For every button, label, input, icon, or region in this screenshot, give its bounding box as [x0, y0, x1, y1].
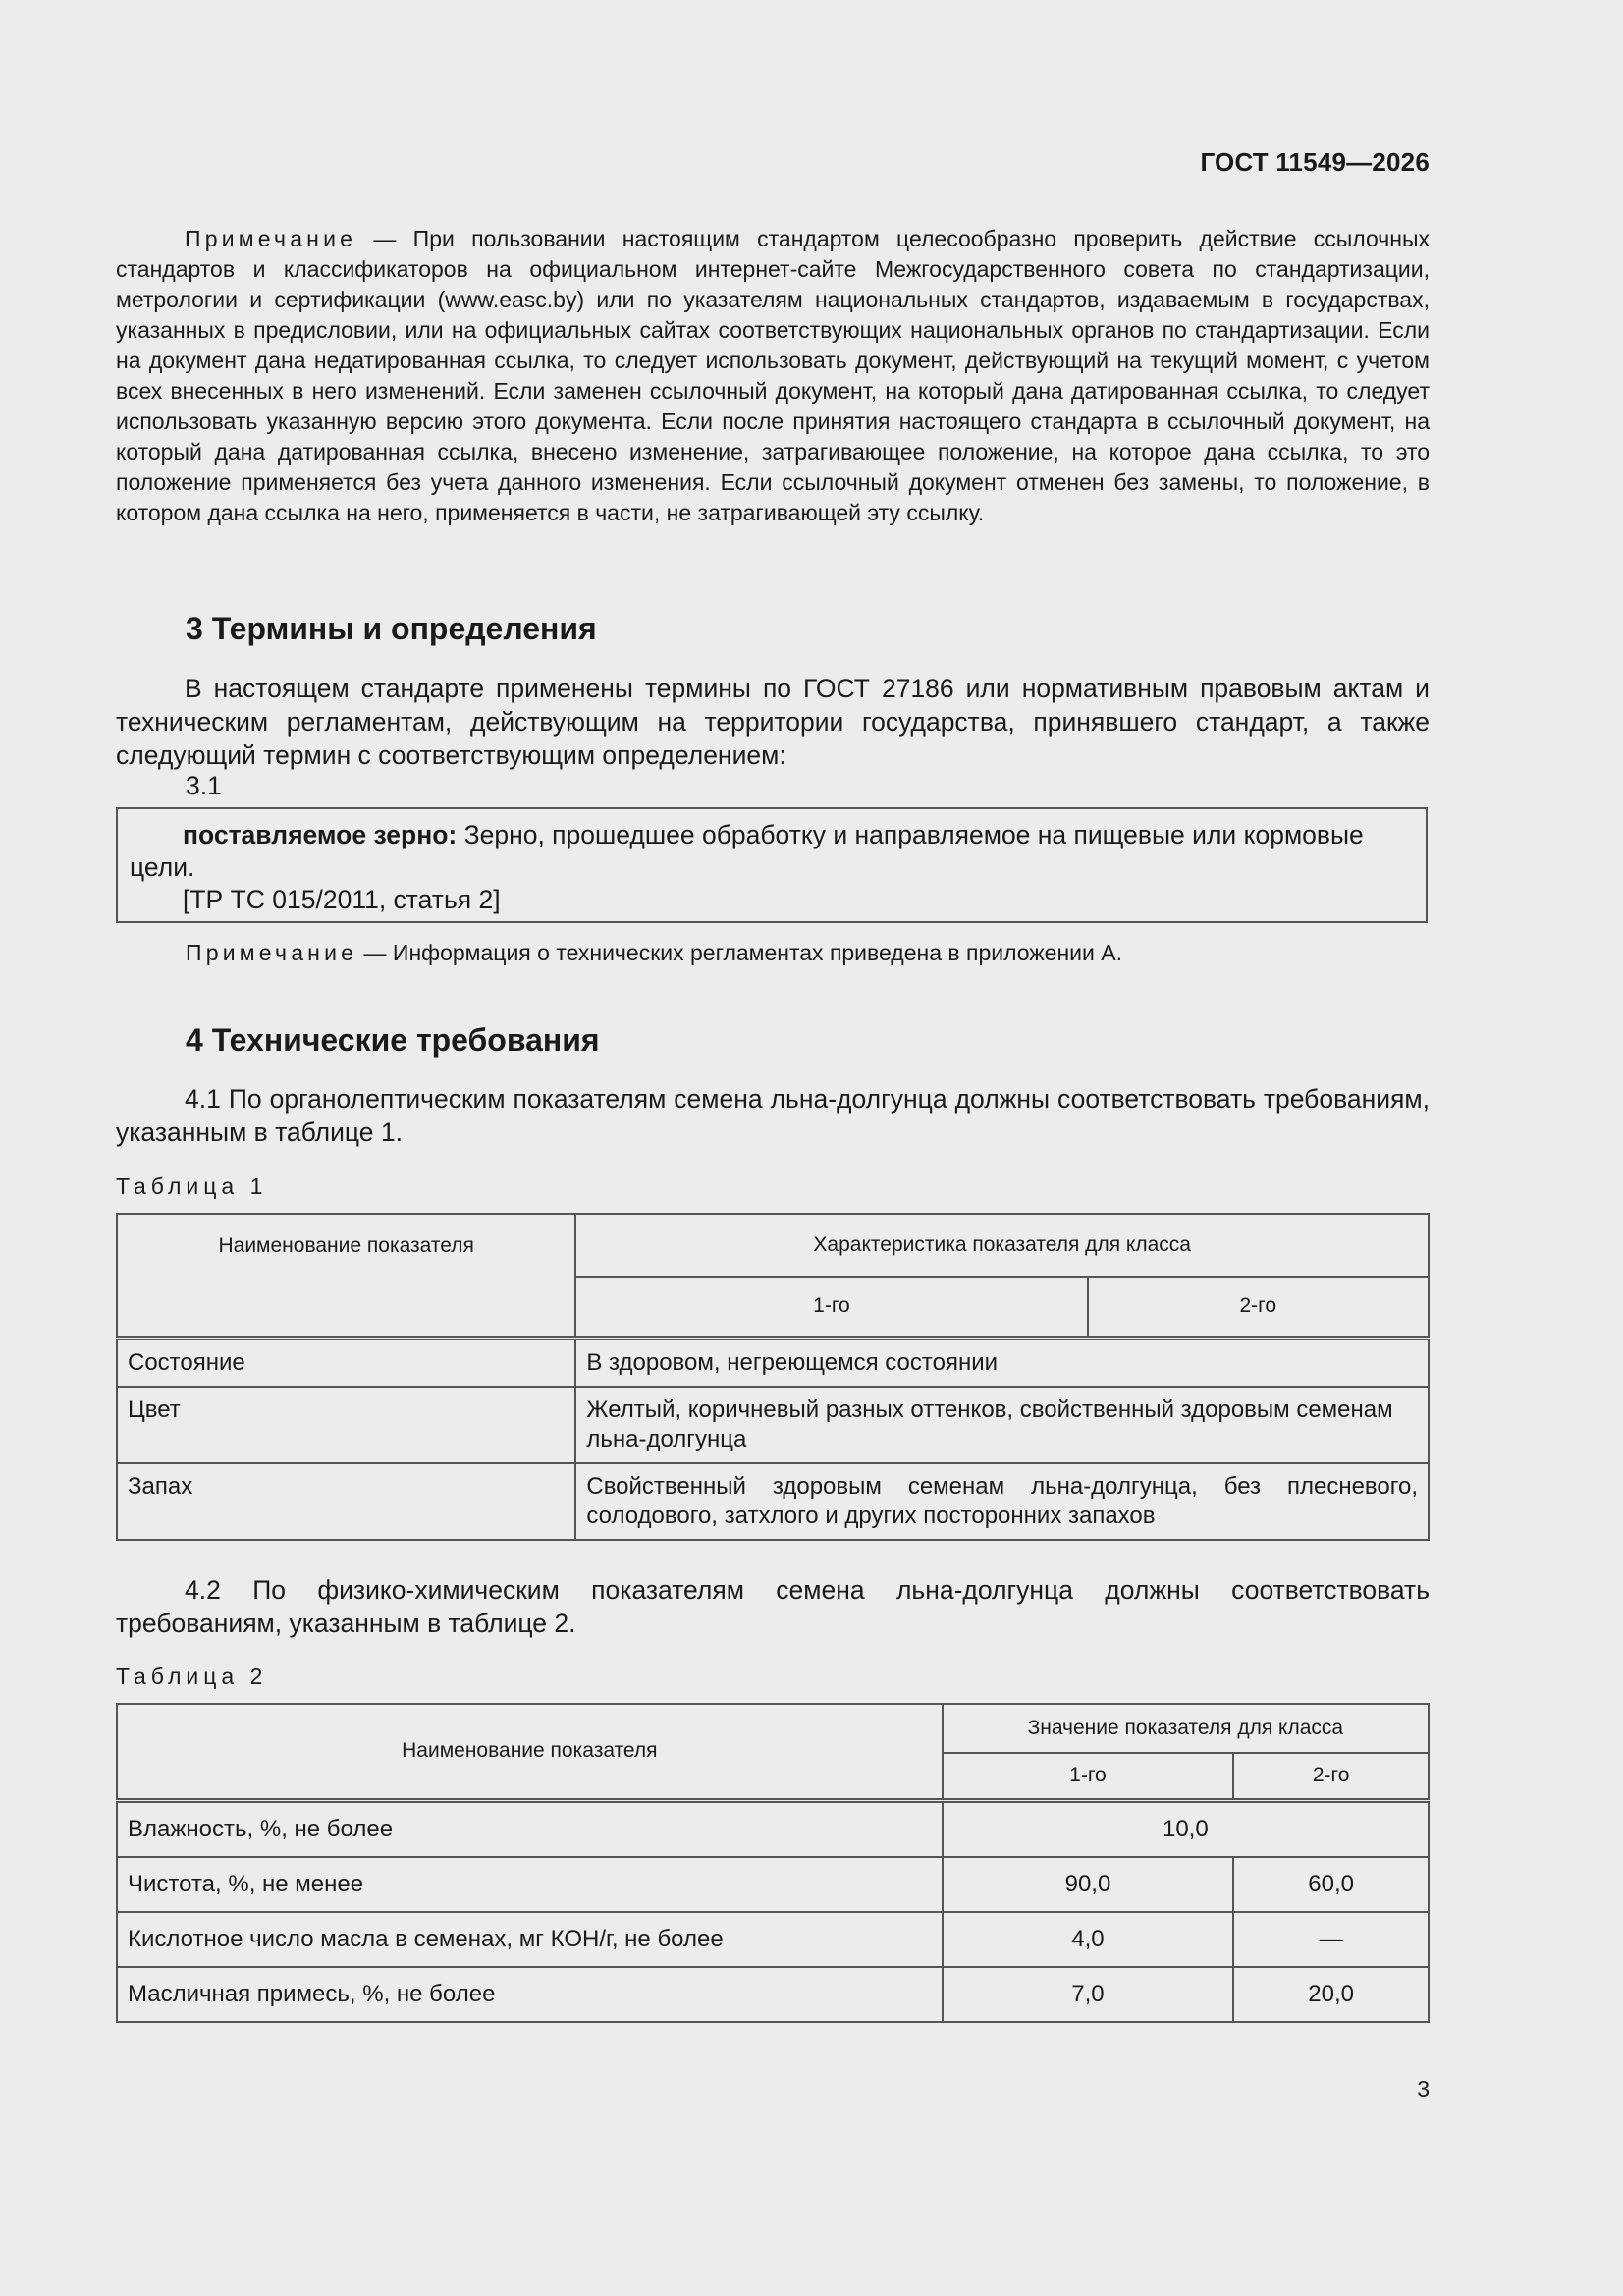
term-source: [ТР ТС 015/2011, статья 2]: [183, 885, 501, 914]
note-text: — При пользовании настоящим стандартом целесообразно проверить действие ссылочных стандартов и классификаторов на официальном интернет-сайте Межгосударственного совета по стандартизации, метрологии и сертификации (www.easc.by) или по указателям национальных стандартов, издаваемым в государствах, указанных в предисловии, или на официальных сайтах соответствующих национальных органов по стандартизации. Если на документ дана недатированная ссылка, то следует использовать документ, действующий на текущий момент, с учетом всех внесенных в него изменений. Если заменен ссылочный документ, на который дана датированная ссылка, то следует использовать указанную версию этого документа. Если после принятия настоящего стандарта в ссылочный документ, на который дана датированная ссылка, внесено изменение, затрагивающее положение, на которое дана ссылка, то это положение применяется без учета данного изменения. Если ссылочный документ отменен без замены, то положение, в котором дана ссылка на него, применяется в части, не затрагивающей эту ссылку.: [116, 226, 1430, 525]
row-name: Чистота, %, не менее: [117, 1857, 943, 1912]
term-number: 3.1: [186, 771, 222, 800]
section-3-title: 3 Термины и определения: [186, 611, 597, 646]
term-definition: Зерно, прошедшее обработку и направляемое на пищевые или кормовые цели.: [130, 820, 1364, 882]
page-number: 3: [1417, 2076, 1430, 2102]
table-row: [117, 1338, 1429, 1387]
standard-code: ГОСТ 11549—2026: [1200, 147, 1430, 177]
table-header-name: Наименование показателя: [117, 1704, 943, 1800]
row-value-class-2: 20,0: [1233, 1967, 1429, 2022]
row-name: Влажность, %, не более: [117, 1800, 943, 1857]
row-value: Свойственный здоровым семенам льна-долгунца, без плесневого, солодового, затхлого и других посторонних запахов: [575, 1463, 1429, 1540]
table-2: [116, 1703, 1430, 2023]
row-value-class-2: 60,0: [1233, 1857, 1429, 1912]
table-row: [117, 1967, 1429, 2022]
section-4-title: 4 Технические требования: [186, 1022, 600, 1058]
table-row: [117, 1387, 1429, 1463]
table-1-caption: Таблица 1: [116, 1174, 268, 1199]
row-value: Желтый, коричневый разных оттенков, свойственный здоровым семенам льна-долгунца: [575, 1387, 1429, 1463]
row-value-merged: 10,0: [943, 1800, 1429, 1857]
note-text: — Информация о технических регламентах приведена в приложении А.: [357, 940, 1122, 965]
term-note: [186, 940, 1122, 966]
term-name: поставляемое зерно:: [183, 820, 458, 849]
section-3-intro: В настоящем стандарте применены термины по ГОСТ 27186 или нормативным правовым актам и техническим регламентам, действующим на территории государства, принявшего стандарт, а также следующий термин с соответствующим определением:: [116, 674, 1430, 770]
table-header-class-1: 1-го: [575, 1277, 1087, 1338]
row-name: Масличная примесь, %, не более: [117, 1967, 943, 2022]
table-row: [117, 1800, 1429, 1857]
table-row: [117, 1463, 1429, 1540]
row-value-class-1: 4,0: [943, 1912, 1234, 1967]
table-row: [117, 1912, 1429, 1967]
note-label: Примечание: [185, 226, 357, 251]
paragraph-4-2: 4.2 По физико-химическим показателям семена льна-долгунца должны соответствовать требованиям, указанным в таблице 2.: [116, 1575, 1430, 1638]
term-definition-box: [116, 807, 1428, 923]
paragraph-4-1: 4.1 По органолептическим показателям семена льна-долгунца должны соответствовать требованиям, указанным в таблице 1.: [116, 1084, 1430, 1147]
note-label: Примечание: [186, 940, 358, 965]
table-header-name: Наименование показателя: [117, 1214, 575, 1338]
row-value: В здоровом, негреющемся состоянии: [575, 1338, 1429, 1387]
row-name: Цвет: [117, 1387, 575, 1463]
row-value-class-1: 7,0: [943, 1967, 1234, 2022]
table-1: [116, 1213, 1430, 1541]
table-header-class-1: 1-го: [943, 1753, 1234, 1800]
table-header-group: Характеристика показателя для класса: [575, 1214, 1429, 1277]
table-2-caption: Таблица 2: [116, 1664, 268, 1689]
table-header-class-2: 2-го: [1233, 1753, 1429, 1800]
row-name: Запах: [117, 1463, 575, 1540]
row-value-class-2: —: [1233, 1912, 1429, 1967]
reference-note: [116, 224, 1430, 528]
table-header-group: Значение показателя для класса: [943, 1704, 1429, 1753]
table-header-class-2: 2-го: [1088, 1277, 1429, 1338]
row-name: Кислотное число масла в семенах, мг КОН/г, не более: [117, 1912, 943, 1967]
table-row: [117, 1857, 1429, 1912]
row-value-class-1: 90,0: [943, 1857, 1234, 1912]
row-name: Состояние: [117, 1338, 575, 1387]
